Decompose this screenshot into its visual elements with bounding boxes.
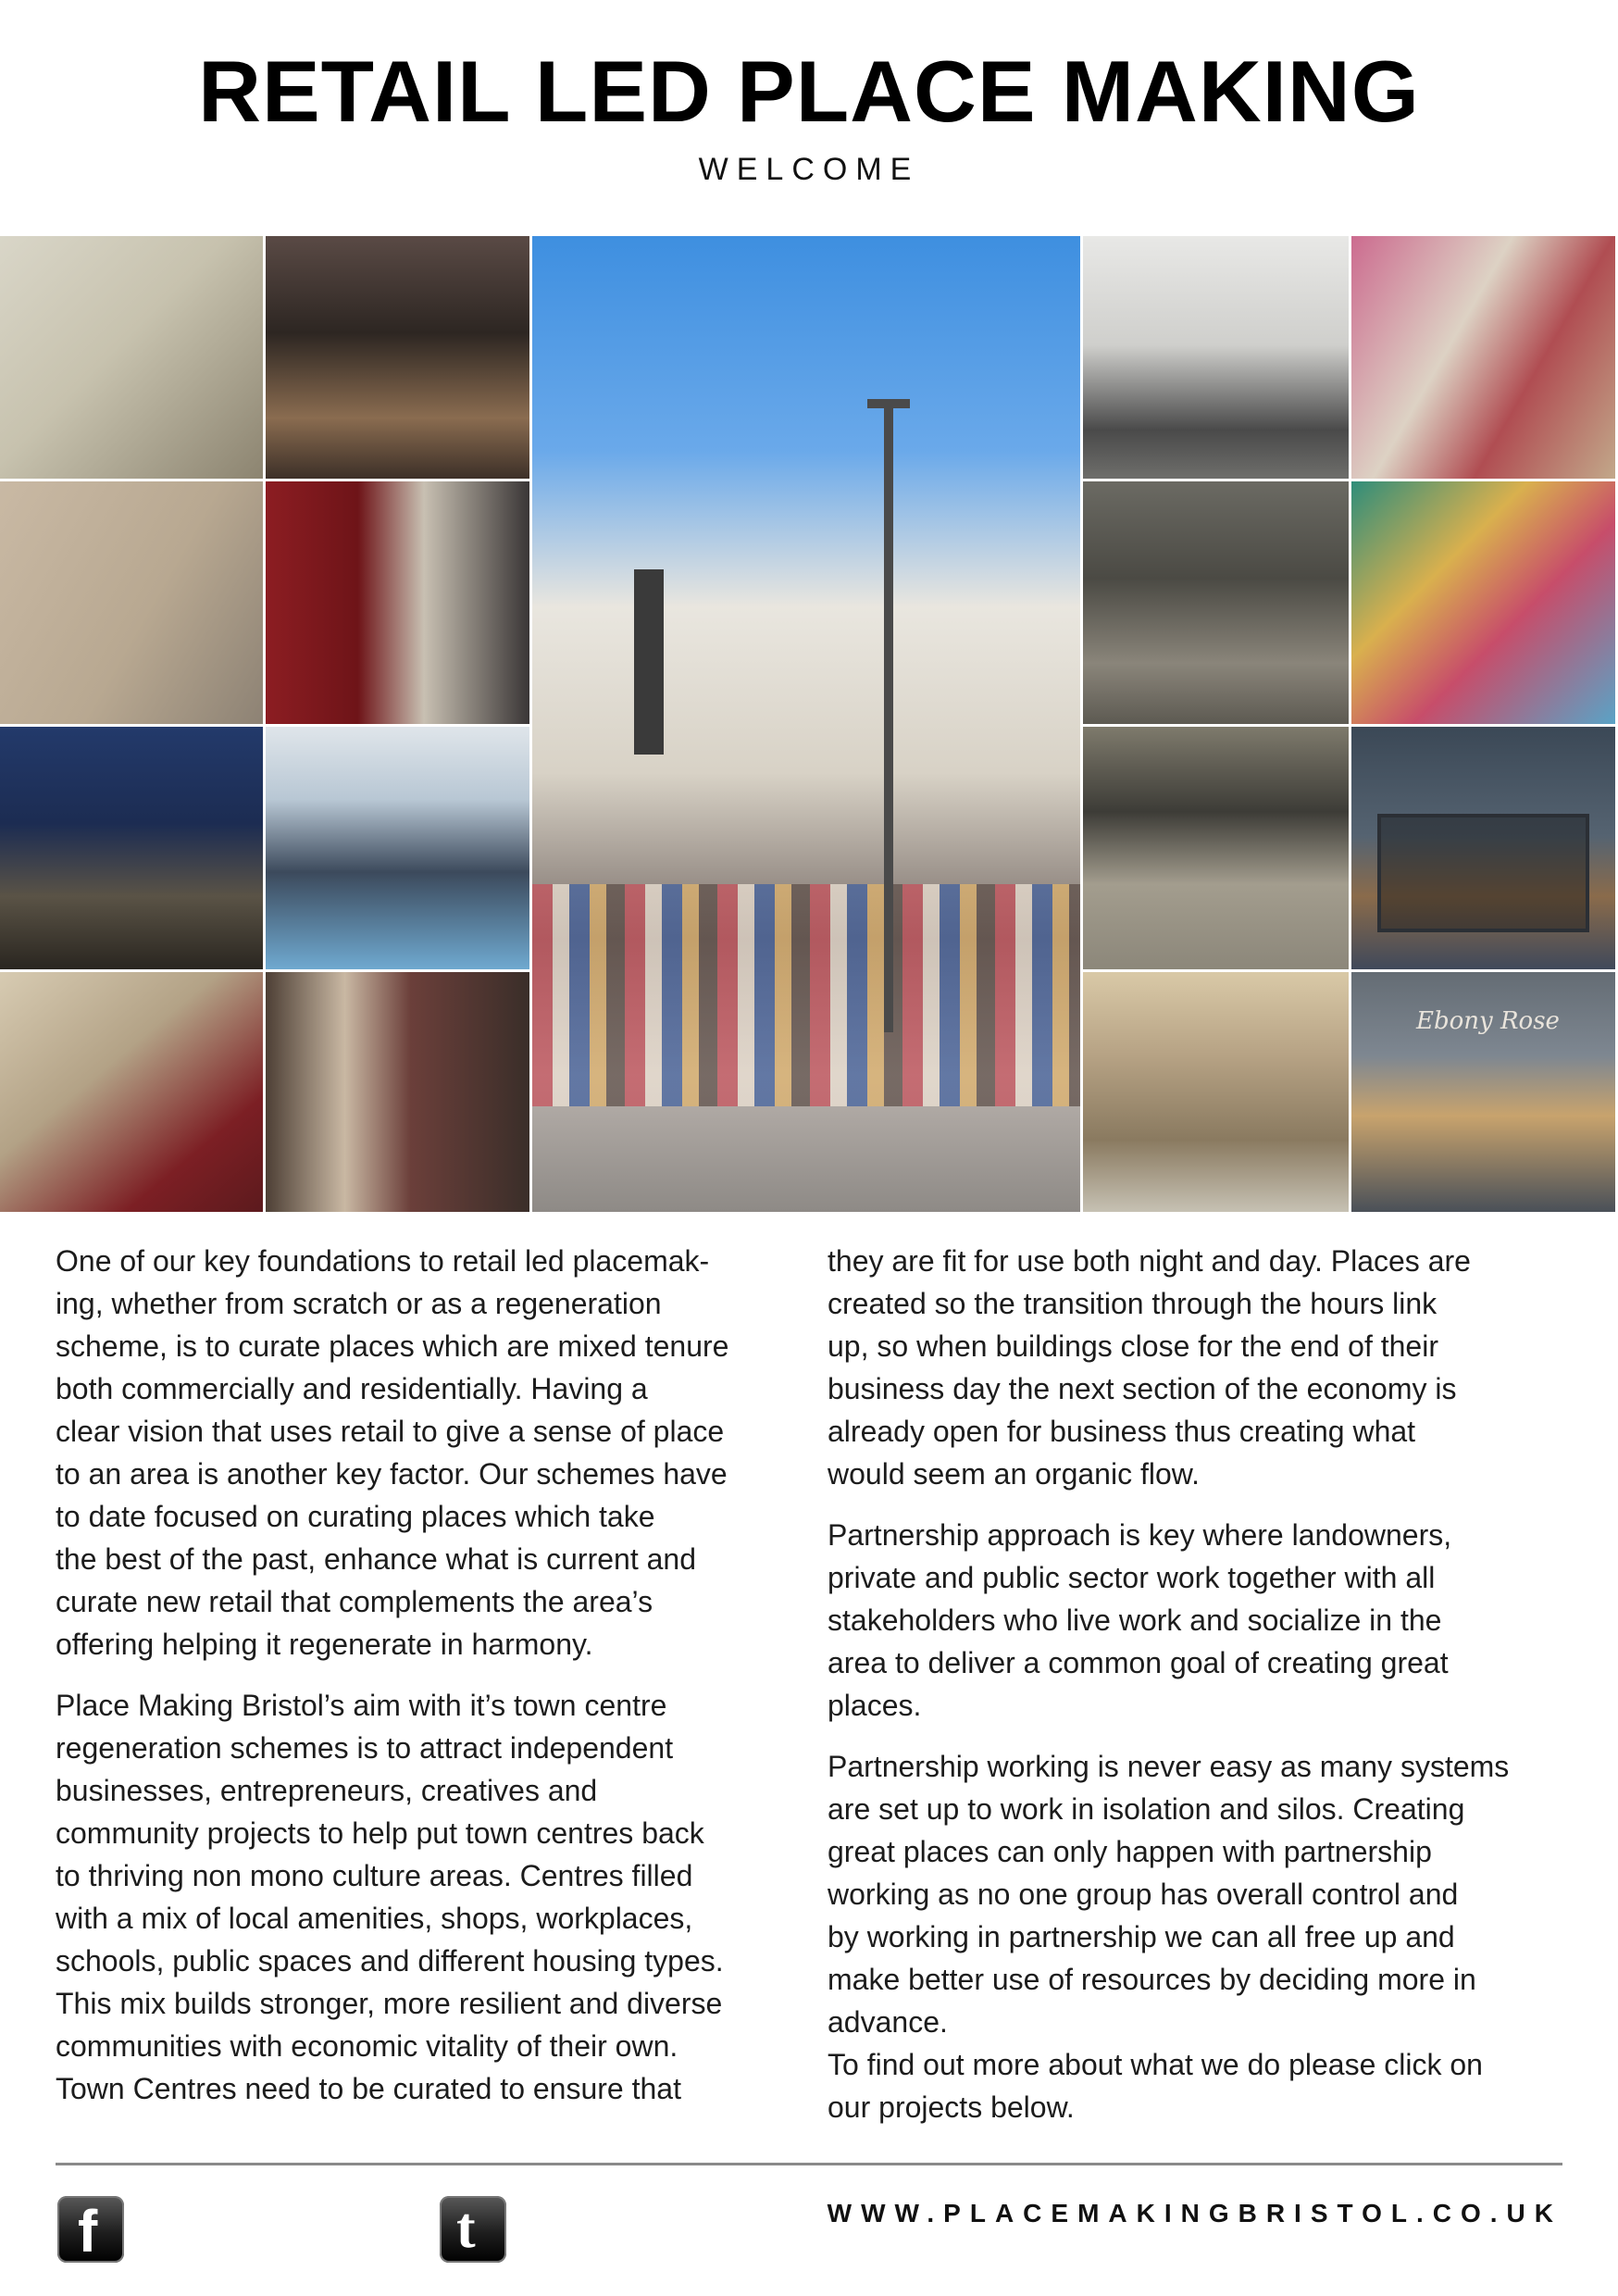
twitter-icon[interactable] — [440, 2196, 506, 2263]
photo-stripped-interior — [1083, 481, 1351, 727]
paragraph: One of our key foundations to retail led placemak- ing, whether from scratch or as a regeneration scheme, is to curate places which are mixed tenure both commercially and residentially. Having a clear vision that uses retail to give a sense of place to an area is another key factor. Our schemes have to date focused on curating places which take the best of the past, enhance what is current and curate new retail that complements the area’s offering helping it regenerate in harmony. — [56, 1244, 729, 1661]
photo-vintage-shop-mirror — [266, 481, 532, 727]
page-title: RETAIL LED PLACE MAKING — [198, 43, 1420, 140]
photo-boutique-model — [266, 236, 532, 481]
right-text-column — [828, 1240, 1568, 2147]
photo-colourful-shop — [1351, 481, 1618, 727]
twitter-glyph: t — [456, 2197, 476, 2260]
photo-vacant-office — [1083, 236, 1351, 481]
shopfront-window-graphic — [1377, 814, 1589, 932]
footer-divider — [56, 2163, 1562, 2165]
facebook-icon[interactable] — [57, 2196, 124, 2263]
photo-boarded-shopfront — [1083, 727, 1351, 972]
paragraph: Place Making Bristol’s aim with it’s town centre regeneration schemes is to attract independent businesses, entrepreneurs, creatives and community projects to help put town centres back to thriving non mono culture areas. Centres filled with a mix of local amenities, shops, workplaces, schools, public spaces and different housing types. This mix builds stronger, more resilient and diverse communities with economic vitality of their own. Town Centres need to be curated to ensure that — [56, 1689, 724, 2105]
paragraph: they are fit for use both night and day. Places are created so the transition through the hours link up, so when buildings close for the end of their business day the next section of the economy is already open for business thus creating what would seem an organic flow. — [828, 1244, 1471, 1491]
photo-derelict-room — [0, 972, 266, 1215]
paragraph: Partnership working is never easy as many systems are set up to work in isolation and silos. Creating great places can only happen with partnership working as no one group has overall control and by working in partnership we can all free up and make better use of resources by deciding more in advance. To find out more about what we do please click on our projects below. — [828, 1750, 1510, 2124]
crowd-graphic — [532, 884, 1080, 1106]
street-banner-graphic — [634, 569, 664, 755]
photo-upholstery-shopfront — [1351, 727, 1618, 972]
photo-collage — [0, 236, 1618, 1215]
photo-hall-storage — [0, 727, 266, 972]
left-text-column — [56, 1240, 796, 2128]
photo-martial-arts-class — [266, 727, 532, 972]
photo-ebony-rose-shopfront — [1351, 972, 1618, 1215]
photo-vacant-shopfront — [1083, 972, 1351, 1215]
photo-empty-office — [0, 236, 266, 481]
photo-empty-room — [0, 481, 266, 727]
street-lamp-graphic — [884, 403, 893, 1032]
street-lamp-head-graphic — [867, 399, 910, 408]
photo-vintage-clothing-shop — [266, 972, 532, 1215]
website-link[interactable]: WWW.PLACEMAKINGBRISTOL.CO.UK — [827, 2199, 1562, 2227]
page-subtitle: WELCOME — [698, 152, 920, 187]
shop-sign: Ebony Rose — [1416, 1007, 1560, 1035]
photo-clothing-rails — [1351, 236, 1618, 481]
photo-street-festival — [532, 236, 1083, 1215]
facebook-glyph: f — [78, 2198, 98, 2265]
paragraph: Partnership approach is key where landowners, private and public sector work together with all stakeholders who live work and socialize in the area to deliver a common goal of creating great places. — [828, 1518, 1452, 1722]
